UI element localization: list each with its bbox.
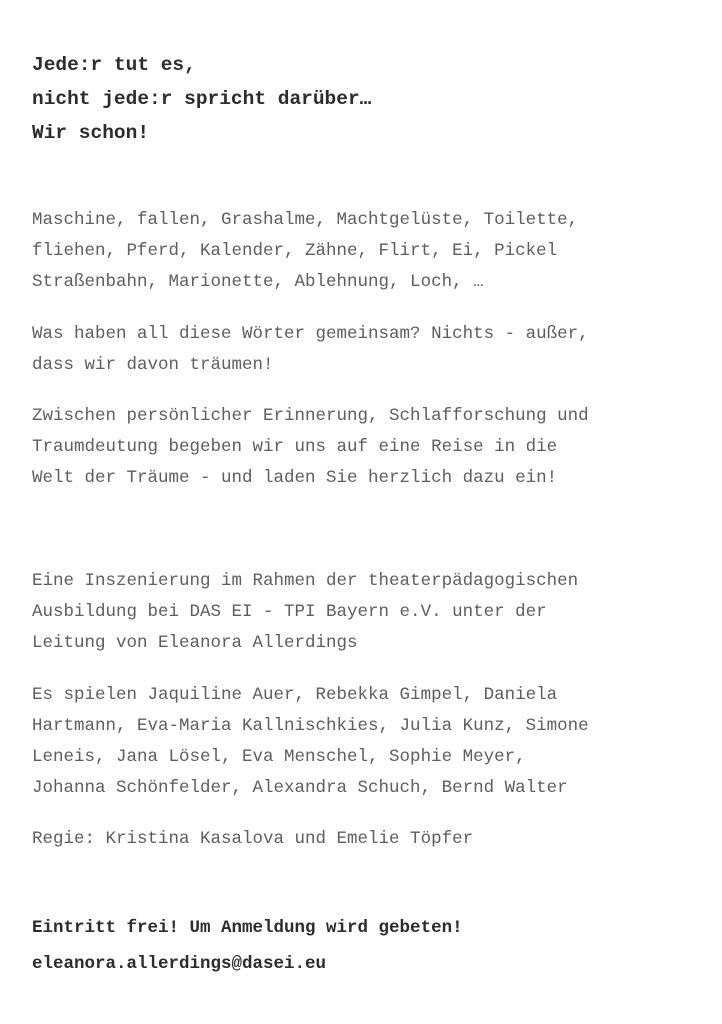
dream-words-line-3: Straßenbahn, Marionette, Ablehnung, Loch, … [32,272,484,292]
question-paragraph [32,319,702,381]
invitation-line-1: Zwischen persönlicher Erinnerung, Schlafforschung und [32,406,589,426]
cast-line-4: Johanna Schönfelder, Alexandra Schuch, Bernd Walter [32,778,568,798]
dream-words-line-2: fliehen, Pferd, Kalender, Zähne, Flirt, Ei, Pickel [32,241,558,261]
headline [32,48,702,150]
dream-words-paragraph [32,205,702,298]
admission-note: Eintritt frei! Um Anmeldung wird gebeten! [32,918,463,938]
footer [32,910,702,982]
cast-line-3: Leneis, Jana Lösel, Eva Menschel, Sophie Meyer, [32,747,526,767]
production-line-2: Ausbildung bei DAS EI - TPI Bayern e.V. unter der [32,602,547,622]
invitation-line-3: Welt der Träume - und laden Sie herzlich dazu ein! [32,468,558,488]
production-line-3: Leitung von Eleanora Allerdings [32,633,358,653]
cast-line-1: Es spielen Jaquiline Auer, Rebekka Gimpel, Daniela [32,685,558,705]
headline-line-2: nicht jede:r spricht darüber… [32,88,372,110]
production-paragraph [32,566,702,659]
direction-paragraph [32,824,702,855]
cast-paragraph [32,680,702,804]
dream-words-line-1: Maschine, fallen, Grashalme, Machtgelüste, Toilette, [32,210,579,230]
production-line-1: Eine Inszenierung im Rahmen der theaterpädagogischen [32,571,579,591]
invitation-paragraph [32,401,702,494]
invitation-line-2: Traumdeutung begeben wir uns auf eine Reise in die [32,437,558,457]
direction-line: Regie: Kristina Kasalova und Emelie Töpfer [32,829,474,849]
headline-line-1: Jede:r tut es, [32,54,196,76]
question-line-2: dass wir davon träumen! [32,355,274,375]
question-line-1: Was haben all diese Wörter gemeinsam? Nichts - außer, [32,324,589,344]
contact-email[interactable]: eleanora.allerdings@dasei.eu [32,954,327,974]
headline-line-3: Wir schon! [32,122,150,144]
cast-line-2: Hartmann, Eva-Maria Kallnischkies, Julia Kunz, Simone [32,716,589,736]
